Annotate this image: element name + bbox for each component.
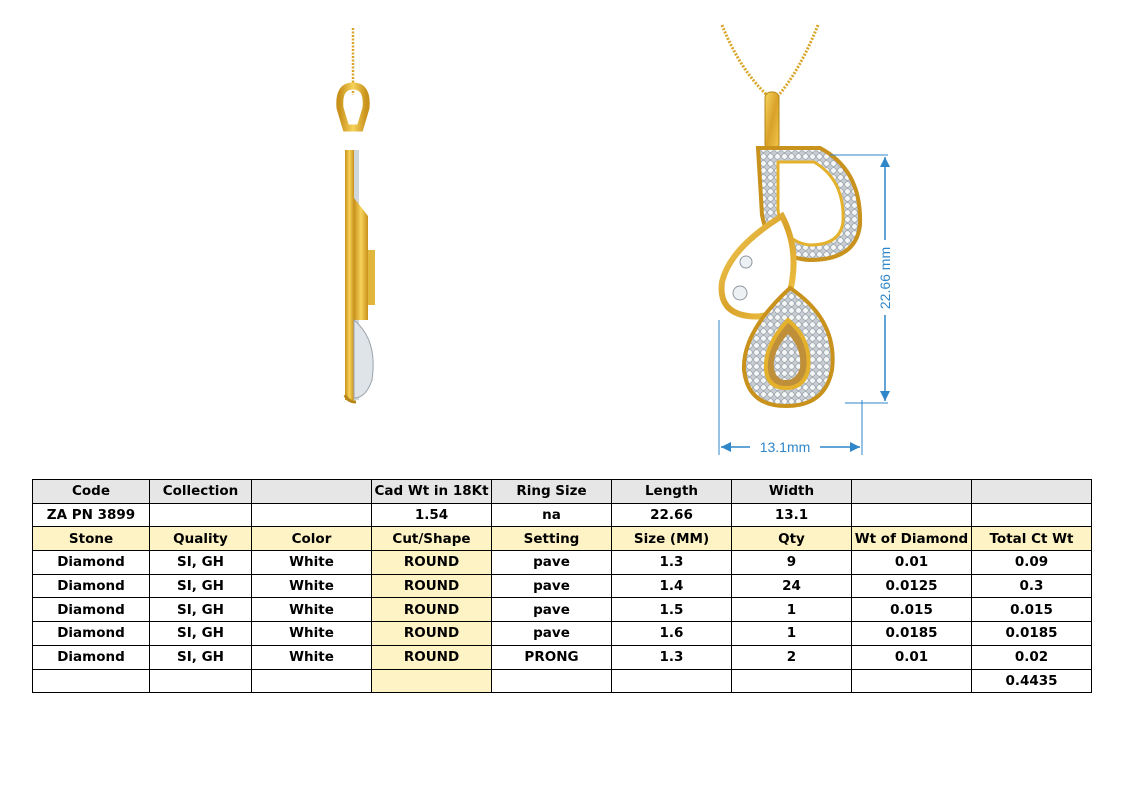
height-dimension-label: 22.66 mm	[877, 246, 893, 310]
header-cell: Ring Size	[492, 480, 612, 504]
pendant-profile-icon	[345, 150, 375, 402]
spec-table	[32, 479, 1092, 693]
table-cell: SI, GH	[150, 645, 252, 669]
table-cell: 0.0185	[852, 622, 972, 646]
header-cell	[852, 480, 972, 504]
table-cell: 1	[732, 598, 852, 622]
table-row-total	[33, 669, 1092, 693]
header-cell: Wt of Diamond	[852, 527, 972, 551]
table-cell: Diamond	[33, 622, 150, 646]
table-cell: Diamond	[33, 645, 150, 669]
total-carat-weight: 0.4435	[972, 669, 1092, 693]
width-dimension-label: 13.1mm	[759, 439, 811, 455]
table-cell	[972, 503, 1092, 527]
header-cell: Cut/Shape	[372, 527, 492, 551]
table-cell	[612, 669, 732, 693]
table-cell: SI, GH	[150, 598, 252, 622]
pendant-side-view	[290, 20, 410, 410]
header-cell	[252, 480, 372, 504]
table-cell	[252, 503, 372, 527]
table-cell: 1.4	[612, 574, 732, 598]
table-cell	[492, 669, 612, 693]
header-cell	[972, 480, 1092, 504]
table-cell	[852, 669, 972, 693]
width-value: 13.1	[732, 503, 852, 527]
table-cell: 0.01	[852, 645, 972, 669]
table-cell: 0.015	[852, 598, 972, 622]
table-cell: pave	[492, 574, 612, 598]
table-row	[33, 598, 1092, 622]
table-cell: 0.02	[972, 645, 1092, 669]
bail-icon	[765, 92, 779, 150]
table-cell: 9	[732, 551, 852, 575]
header-cell: Total Ct Wt	[972, 527, 1092, 551]
table-cell: ROUND	[372, 622, 492, 646]
ring-size: na	[492, 503, 612, 527]
header-cell: Qty	[732, 527, 852, 551]
header-cell: Length	[612, 480, 732, 504]
table-cell: pave	[492, 551, 612, 575]
table-cell	[372, 669, 492, 693]
chain-icon	[722, 25, 818, 96]
table-cell: ROUND	[372, 598, 492, 622]
table-cell: SI, GH	[150, 574, 252, 598]
table-cell: pave	[492, 622, 612, 646]
header-cell: Size (MM)	[612, 527, 732, 551]
table-header-stones	[33, 527, 1092, 551]
table-cell	[150, 503, 252, 527]
header-cell: Cad Wt in 18Kt	[372, 480, 492, 504]
table-cell: 0.09	[972, 551, 1092, 575]
table-cell: 0.015	[972, 598, 1092, 622]
header-cell: Code	[33, 480, 150, 504]
table-cell: White	[252, 551, 372, 575]
header-cell: Width	[732, 480, 852, 504]
table-row	[33, 551, 1092, 575]
table-row	[33, 574, 1092, 598]
table-cell: White	[252, 645, 372, 669]
table-header-info	[33, 480, 1092, 504]
table-cell: 1.5	[612, 598, 732, 622]
table-cell: 0.3	[972, 574, 1092, 598]
table-cell: Diamond	[33, 574, 150, 598]
table-row	[33, 645, 1092, 669]
table-cell: ROUND	[372, 574, 492, 598]
table-cell	[852, 503, 972, 527]
table-cell: White	[252, 622, 372, 646]
table-row	[33, 622, 1092, 646]
header-cell: Collection	[150, 480, 252, 504]
header-cell: Setting	[492, 527, 612, 551]
length-value: 22.66	[612, 503, 732, 527]
table-cell: 0.0185	[972, 622, 1092, 646]
table-cell: White	[252, 598, 372, 622]
table-cell: ROUND	[372, 645, 492, 669]
table-cell: ROUND	[372, 551, 492, 575]
table-cell	[732, 669, 852, 693]
table-cell: 24	[732, 574, 852, 598]
header-cell: Color	[252, 527, 372, 551]
table-cell	[150, 669, 252, 693]
header-cell: Quality	[150, 527, 252, 551]
table-cell: 2	[732, 645, 852, 669]
header-cell: Stone	[33, 527, 150, 551]
table-cell: pave	[492, 598, 612, 622]
table-cell	[33, 669, 150, 693]
table-cell: SI, GH	[150, 622, 252, 646]
table-cell: SI, GH	[150, 551, 252, 575]
table-cell: Diamond	[33, 598, 150, 622]
table-cell: Diamond	[33, 551, 150, 575]
product-code: ZA PN 3899	[33, 503, 150, 527]
table-cell: PRONG	[492, 645, 612, 669]
table-cell: White	[252, 574, 372, 598]
table-cell: 1	[732, 622, 852, 646]
cad-weight: 1.54	[372, 503, 492, 527]
table-cell: 0.01	[852, 551, 972, 575]
table-cell	[252, 669, 372, 693]
pendant-front-view	[690, 20, 920, 460]
table-cell: 1.3	[612, 551, 732, 575]
table-row-info	[33, 503, 1092, 527]
table-cell: 1.3	[612, 645, 732, 669]
table-cell: 1.6	[612, 622, 732, 646]
table-cell: 0.0125	[852, 574, 972, 598]
